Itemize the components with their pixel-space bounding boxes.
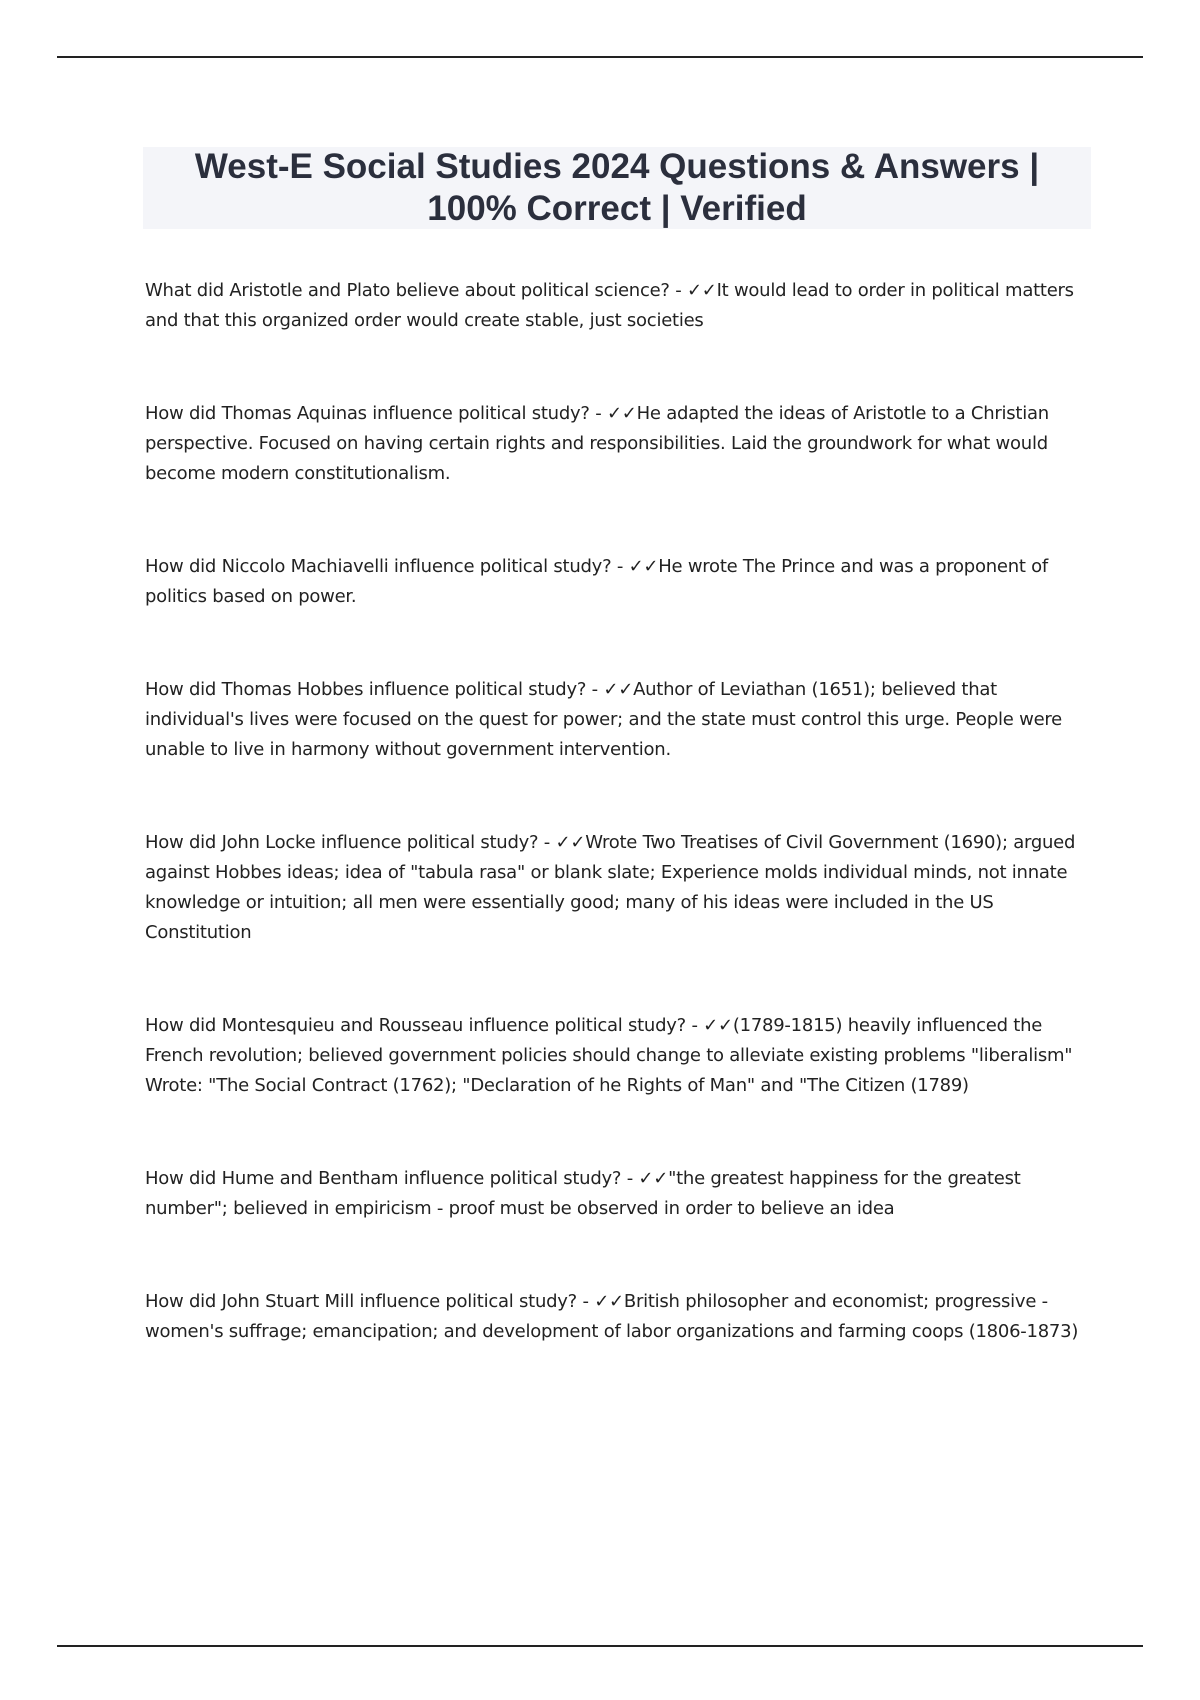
- answer-text: It would lead to order in political matters and that this organized order would create stable, just societies: [145, 280, 1074, 331]
- qa-item: [145, 399, 1090, 489]
- answer-text: Wrote Two Treatises of Civil Government (1690); argued against Hobbes ideas; idea of "tabula rasa" or blank slate; Experience molds individual minds, not innate knowledge or intuition; all men were essentially good; many of his ideas were included in the US Constitution: [145, 832, 1076, 943]
- check-mark-icon: ✓✓: [594, 1291, 624, 1312]
- separator: -: [669, 280, 687, 301]
- answer-text: Author of Leviathan (1651); believed that individual's lives were focused on the quest for power; and the state must control this urge. People were unable to live in harmony without government intervention.: [145, 679, 1062, 760]
- title-line-1: West-E Social Studies 2024 Questions & Answers |: [194, 147, 1040, 186]
- footer-rule: [57, 1645, 1143, 1647]
- qa-item: [145, 1011, 1090, 1101]
- header-rule: [57, 56, 1143, 58]
- qa-item: [145, 276, 1090, 336]
- question-text: How did Montesquieu and Rousseau influence political study?: [145, 1015, 686, 1036]
- title-banner: [143, 147, 1091, 229]
- check-mark-icon: ✓✓: [606, 403, 637, 424]
- qa-item: [145, 675, 1090, 765]
- document-title: [195, 146, 1039, 230]
- answer-text: "the greatest happiness for the greatest number"; believed in empiricism - proof must be observed in order to believe an idea: [145, 1168, 1021, 1219]
- answer-text: British philosopher and economist; progressive - women's suffrage; emancipation; and development of labor organizations and farming coops (1806-1873): [145, 1291, 1079, 1342]
- separator: -: [685, 1015, 704, 1036]
- qa-item: [145, 828, 1090, 948]
- answer-text: He wrote The Prince and was a proponent of politics based on power.: [145, 556, 1049, 607]
- answer-text: He adapted the ideas of Aristotle to a Christian perspective. Focused on having certain rights and responsibilities. Laid the groundwork for what would become modern constitutionalism.: [145, 403, 1049, 484]
- separator: -: [538, 832, 556, 853]
- separator: -: [577, 1291, 595, 1312]
- check-mark-icon: ✓✓: [686, 280, 717, 301]
- qa-item: [145, 1164, 1090, 1224]
- answer-text: (1789-1815) heavily influenced the French revolution; believed government policies should change to alleviate existing problems "liberalism" Wrote: "The Social Contract (1762); "Declaration of he Rights of Man" and "The Citizen (1789): [145, 1015, 1073, 1096]
- check-mark-icon: ✓✓: [603, 679, 634, 700]
- question-text: How did Hume and Bentham influence political study?: [145, 1168, 622, 1189]
- separator: -: [621, 1168, 639, 1189]
- question-text: How did Niccolo Machiavelli influence political study?: [145, 556, 612, 577]
- qa-item: [145, 1287, 1090, 1347]
- question-text: What did Aristotle and Plato believe about political science?: [145, 280, 670, 301]
- question-text: How did John Stuart Mill influence political study?: [145, 1291, 577, 1312]
- check-mark-icon: ✓✓: [703, 1015, 733, 1036]
- question-text: How did Thomas Hobbes influence political study?: [145, 679, 587, 700]
- title-line-2: 100% Correct | Verified: [427, 189, 807, 228]
- separator: -: [611, 556, 629, 577]
- question-text: How did John Locke influence political study?: [145, 832, 539, 853]
- question-text: How did Thomas Aquinas influence political study?: [145, 403, 590, 424]
- check-mark-icon: ✓✓: [555, 832, 586, 853]
- separator: -: [586, 679, 604, 700]
- separator: -: [589, 403, 607, 424]
- qa-item: [145, 552, 1090, 612]
- check-mark-icon: ✓✓: [638, 1168, 669, 1189]
- check-mark-icon: ✓✓: [628, 556, 659, 577]
- qa-list: [145, 276, 1090, 1410]
